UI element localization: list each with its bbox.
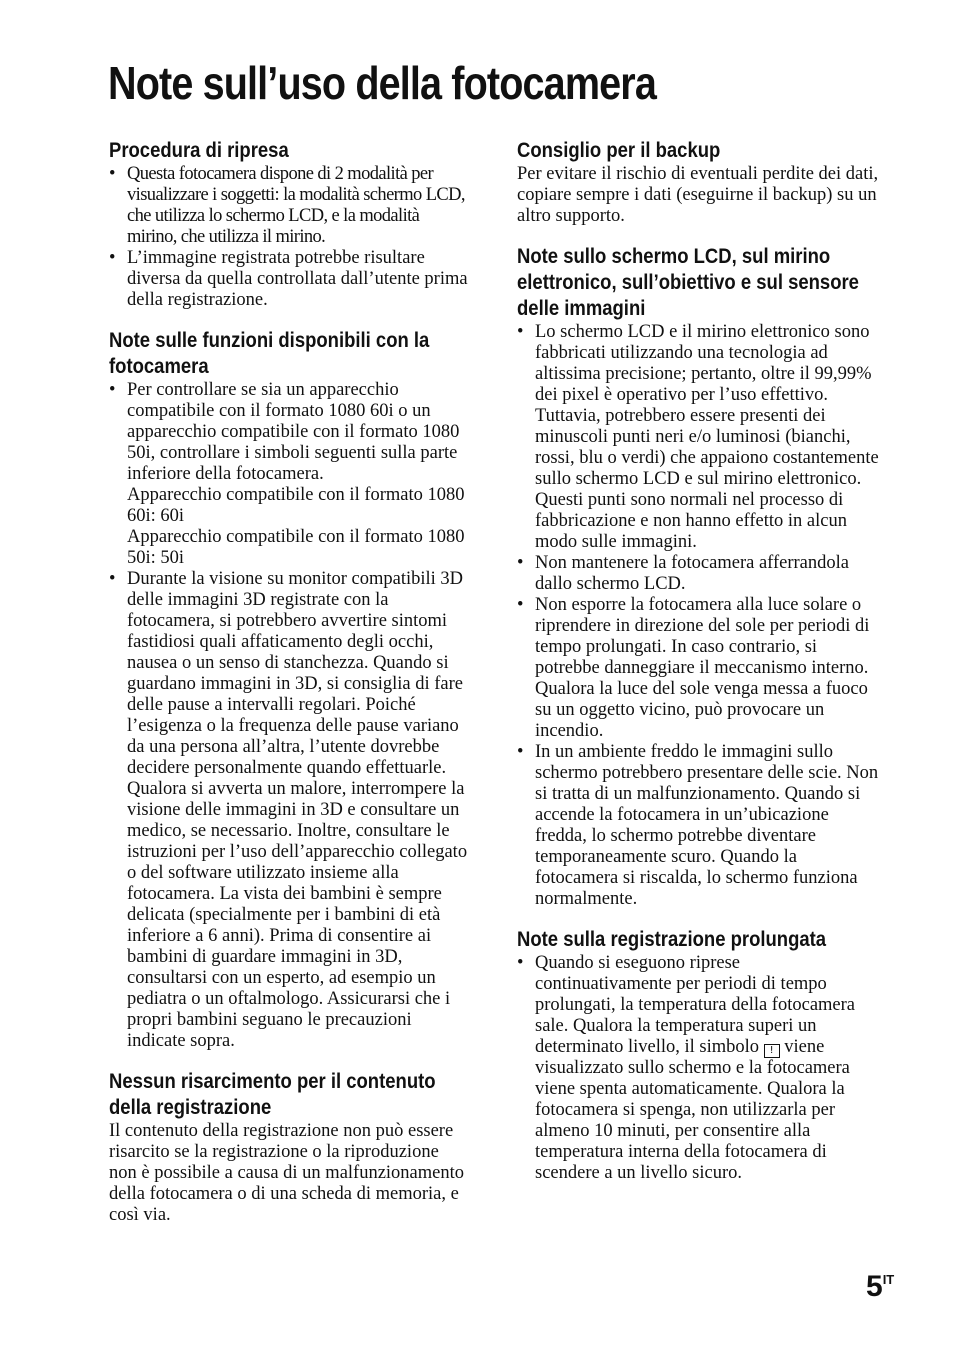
page-number: [866, 1270, 894, 1304]
list-item: • Durante la visione su monitor compatibili 3D delle immagini 3D registrate con la fotocamera, si potrebbero avvertire sintomi fastidiosi quali affaticamento degli occhi, nausea o un senso di stanchezza. Quando si guardano immagini in 3D, si consiglia di fare delle pause a intervalli regolari. Poiché l’esigenza o la frequenza delle pause variano da una persona all’altra, l’utente dovrebbe decidere personalmente quando effettuarle. Qualora si avverta un malore, interrompere la visione delle immagini in 3D e consultare un medico, se necessario. Inoltre, consultare le istruzioni per l’uso dell’apparecchio collegato o del software utilizzato insieme alla fotocamera. La vista dei bambini è sempre delicata (specialmente per i bambini di età inferiore a 6 anni). Prima di consentire ai bambini di guardare immagini in 3D, consultarsi con un esperto, ad esempio un pediatra o un oftalmologo. Assicurarsi che i propri bambini seguano le precauzioni indicate sopra.: [109, 569, 471, 1052]
list-item: • Non mantenere la fotocamera afferrandola dallo schermo LCD.: [517, 553, 879, 595]
section-heading: Note sulla registrazione prolungata: [517, 928, 827, 951]
section-heading: Note sullo schermo LCD, sul mirino elettronico, sull’obiettivo e sul sensore delle immagini: [517, 245, 859, 320]
list-item: • Questa fotocamera dispone di 2 modalità per visualizzare i soggetti: la modalità schermo LCD, che utilizza lo schermo LCD, e la modalità mirino, che utilizza il mirino.: [109, 164, 471, 248]
section-available-functions: [109, 328, 471, 1052]
section-heading: Nessun risarcimento per il contenuto della registrazione: [109, 1070, 436, 1119]
list-item: • L’immagine registrata potrebbe risultare diversa da quella controllata dall’utente prima della registrazione.: [109, 248, 471, 311]
section-lcd-notes: [517, 244, 879, 910]
list-item: • Non esporre la fotocamera alla luce solare o riprendere in direzione del sole per periodi di tempo prolungati. In caso contrario, si potrebbe danneggiare il meccanismo interno. Qualora la luce del sole venga messa a fuoco su un oggetto vicino, può provocare un incendio.: [517, 595, 879, 742]
bullet-list: [109, 164, 471, 311]
section-heading: Note sulle funzioni disponibili con la fotocamera: [109, 329, 430, 378]
list-item: • Lo schermo LCD e il mirino elettronico sono fabbricati utilizzando una tecnologia ad altissima precisione; pertanto, oltre il 99,99% dei pixel è operativo per l’uso effettivo. Tuttavia, potrebbero essere presenti dei minuscoli punti neri e/o luminosi (bianchi, rossi, blu o verdi) che appaiono costantemente sullo schermo LCD e sul mirino elettronico. Questi punti sono normali nel processo di fabbricazione e non hanno effetto in alcun modo sulle immagini.: [517, 322, 879, 553]
compat-50i-text: Apparecchio compatibile con il formato 1080 50i: 50i: [127, 527, 465, 568]
right-column: [517, 138, 879, 1201]
section-no-compensation: [109, 1069, 471, 1226]
compat-60i-text: Apparecchio compatibile con il formato 1080 60i: 60i: [127, 485, 465, 526]
section-heading: Procedura di ripresa: [109, 139, 289, 162]
section-shooting-procedure: [109, 138, 471, 311]
section-heading: Consiglio per il backup: [517, 139, 721, 162]
section-body: Per evitare il rischio di eventuali perdite dei dati, copiare sempre i dati (eseguirne il backup) su un altro supporto.: [517, 164, 879, 226]
item-text: Quando si eseguono riprese continuativamente per periodi di tempo prolungati, la temperatura della fotocamera sale. Qualora la temperatura superi un determinato livello, il simbolo: [535, 953, 856, 1057]
bullet-list: [517, 953, 879, 1184]
page-number-value: 5: [866, 1270, 883, 1303]
page-language-suffix: IT: [882, 1272, 895, 1287]
left-column: [109, 138, 471, 1243]
section-backup-tip: [517, 138, 879, 227]
item-text: Per controllare se sia un apparecchio compatibile con il formato 1080 60i o un apparecchio compatibile con il formato 1080 50i, controllare i simboli seguenti sulla parte inferiore della fotocamera.: [127, 380, 460, 484]
list-item: • In un ambiente freddo le immagini sullo schermo potrebbero presentare delle scie. Non si tratta di un malfunzionamento. Quando si accende la fotocamera in un’ubicazione fredda, lo schermo potrebbe diventare temporaneamente scuro. Quando la fotocamera si riscalda, lo schermo funziona normalmente.: [517, 742, 879, 910]
list-item: [109, 380, 471, 569]
section-prolonged-recording: [517, 927, 879, 1184]
item-text: viene visualizzato sullo schermo e la fotocamera viene spenta automaticamente. Qualora la fotocamera si spenga, non utilizzarla per almeno 10 minuti, per consentire alla temperatura interna della fotocamera di scendere a un livello sicuro.: [535, 1037, 850, 1183]
bullet-list: [517, 322, 879, 910]
temperature-warning-icon: !: [764, 1044, 780, 1058]
page-title: Note sull’uso della fotocamera: [108, 57, 656, 109]
list-item: [517, 953, 879, 1184]
bullet-list: [109, 380, 471, 1052]
section-body: Il contenuto della registrazione non può essere risarcito se la registrazione o la riproduzione non è possibile a causa di un malfunzionamento della fotocamera o di una scheda di memoria, e così via.: [109, 1121, 465, 1225]
